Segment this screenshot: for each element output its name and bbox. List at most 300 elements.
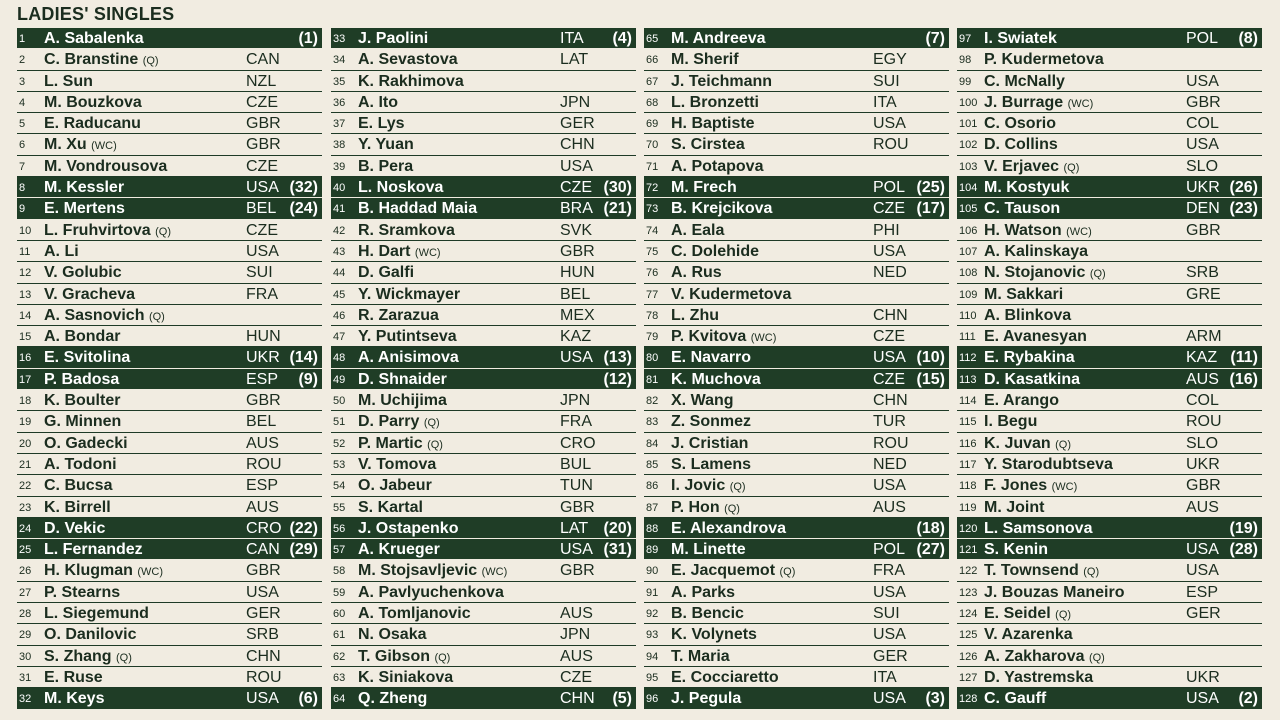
player-row [957, 134, 1262, 155]
country-code: AUS [560, 647, 593, 665]
player-name: A. Anisimova [358, 349, 459, 367]
player-name-cell [44, 285, 135, 304]
player-name: V. Erjavec [984, 157, 1060, 175]
player-name: H. Klugman [44, 562, 133, 580]
player-row [331, 390, 636, 411]
draw-position: 11 [19, 245, 31, 258]
country-code: GRE [1186, 285, 1221, 303]
seed-number: (2) [1238, 690, 1258, 708]
draw-position: 13 [19, 288, 32, 301]
draw-position: 51 [333, 416, 346, 429]
draw-position: 79 [646, 331, 659, 344]
draw-position: 32 [19, 693, 32, 706]
player-name-cell [671, 72, 772, 91]
player-name-cell [671, 583, 735, 602]
country-code: KAZ [1186, 349, 1218, 367]
player-row [644, 177, 949, 198]
country-code: ROU [873, 136, 909, 154]
country-code: FRA [246, 285, 278, 303]
player-name: M. Kessler [44, 179, 125, 197]
player-name-cell [44, 604, 149, 623]
player-name-cell [358, 93, 398, 112]
player-name-cell [358, 348, 459, 367]
draw-position: 103 [959, 160, 978, 173]
country-code: DEN [1186, 200, 1220, 218]
player-name-cell [671, 242, 759, 261]
player-name: Y. Starodubtseva [984, 455, 1113, 473]
draw-position: 37 [333, 118, 346, 131]
player-name-cell [358, 561, 507, 582]
player-row [644, 560, 949, 581]
draw-position: 41 [333, 203, 346, 216]
player-row [331, 582, 636, 603]
draw-position: 20 [19, 437, 32, 450]
player-name: P. Badosa [44, 370, 120, 388]
player-row [957, 667, 1262, 688]
draw-position: 50 [333, 395, 346, 408]
player-name: A. Ito [358, 93, 398, 111]
seed-number: (32) [289, 179, 318, 197]
seed-number: (22) [289, 519, 318, 537]
player-row [331, 667, 636, 688]
country-code: AUS [560, 605, 593, 623]
draw-position: 87 [646, 501, 659, 514]
country-code: ESP [1186, 583, 1219, 601]
country-code: AUS [246, 498, 279, 516]
entry-tag: (Q) [1063, 161, 1080, 174]
player-name-cell [671, 306, 719, 325]
country-code: CHN [246, 647, 281, 665]
entry-tag: (Q) [1055, 438, 1072, 451]
player-name: M. Andreeva [671, 30, 766, 47]
seed-number: (24) [289, 200, 318, 218]
player-row [17, 433, 322, 454]
country-code: ITA [560, 30, 584, 47]
player-name: T. Maria [671, 647, 730, 665]
player-row [644, 198, 949, 219]
seed-number: (28) [1229, 541, 1258, 559]
draw-position: 42 [333, 224, 346, 237]
draw-column-2 [331, 28, 636, 710]
draw-position: 22 [19, 480, 32, 493]
player-name-cell [44, 391, 120, 410]
player-row [957, 326, 1262, 347]
player-row [957, 646, 1262, 667]
country-code: ROU [1186, 413, 1222, 431]
player-name-cell [358, 583, 504, 602]
player-name: D. Vekic [44, 519, 106, 537]
player-name-cell [44, 625, 136, 644]
player-name-cell [671, 391, 734, 410]
country-code: GBR [560, 498, 595, 516]
draw-column-4 [957, 28, 1262, 710]
country-code: CHN [873, 306, 908, 324]
country-code: GER [560, 115, 595, 133]
player-row [957, 497, 1262, 518]
player-row [957, 241, 1262, 262]
entry-tag: (WC) [1066, 225, 1092, 238]
country-code: GBR [246, 115, 281, 133]
country-code: USA [560, 157, 593, 175]
player-row [17, 326, 322, 347]
player-name: F. Jones [984, 477, 1048, 495]
player-name-cell [671, 114, 755, 133]
player-name-cell [358, 50, 458, 69]
player-row [644, 539, 949, 560]
draw-position: 18 [19, 395, 32, 408]
player-name-cell [671, 604, 744, 623]
player-row [644, 518, 949, 539]
player-name-cell [671, 412, 751, 431]
draw-position: 59 [333, 586, 346, 599]
player-name-cell [358, 625, 426, 644]
country-code: USA [873, 583, 906, 601]
seed-number: (31) [603, 541, 632, 559]
player-name-cell [984, 50, 1104, 69]
player-name: E. Cocciaretto [671, 668, 779, 686]
player-row [644, 624, 949, 645]
player-name-cell [44, 178, 124, 197]
player-row [17, 113, 322, 134]
draw-position: 56 [333, 522, 346, 535]
player-name: S. Kartal [358, 498, 423, 516]
country-code: LAT [560, 51, 589, 69]
draw-position: 71 [646, 160, 659, 173]
draw-position: 19 [19, 416, 32, 429]
draw-position: 62 [333, 650, 346, 663]
draw-column-1 [17, 28, 322, 710]
draw-position: 112 [959, 352, 977, 365]
draw-position: 28 [19, 608, 32, 621]
player-row [17, 177, 322, 198]
player-name-cell [984, 434, 1071, 455]
player-name: P. Kvitova [671, 328, 747, 346]
country-code: GBR [560, 242, 595, 260]
player-row [331, 369, 636, 390]
entry-tag: (WC) [1051, 481, 1078, 494]
player-row [331, 454, 636, 475]
player-name-cell [358, 412, 440, 433]
player-name: H. Watson [984, 221, 1062, 239]
player-name-cell [358, 135, 414, 154]
player-name: K. Juvan [984, 434, 1051, 452]
country-code: CZE [560, 179, 592, 197]
country-code: COL [1186, 392, 1219, 410]
player-name: E. Alexandrova [671, 519, 787, 537]
player-name: D. Collins [984, 136, 1058, 154]
player-row [957, 156, 1262, 177]
player-row [957, 49, 1262, 70]
player-name: E. Avanesyan [984, 328, 1087, 346]
player-name: V. Azarenka [984, 626, 1073, 644]
country-code: USA [1186, 72, 1219, 90]
player-name: A. Li [44, 242, 79, 260]
country-code: ITA [873, 668, 897, 686]
player-name: Y. Wickmayer [358, 285, 461, 303]
draw-position: 5 [19, 118, 26, 131]
player-name-cell [358, 114, 405, 133]
country-code: ROU [873, 434, 909, 452]
player-row [957, 433, 1262, 454]
player-name-cell [984, 540, 1048, 559]
draw-position: 124 [959, 608, 978, 621]
player-name-cell [671, 178, 737, 197]
player-row [644, 113, 949, 134]
player-name: M. Stojsavljevic [358, 562, 478, 580]
country-code: ITA [873, 93, 897, 111]
player-name: D. Galfi [358, 264, 415, 282]
draw-position: 113 [959, 373, 977, 386]
player-name: V. Tomova [358, 455, 437, 473]
player-name-cell [358, 157, 413, 176]
player-name-cell [984, 348, 1075, 367]
player-name-cell [358, 72, 464, 91]
draw-position: 55 [333, 501, 346, 514]
draw-position: 108 [959, 267, 978, 280]
player-row [17, 497, 322, 518]
player-row [17, 624, 322, 645]
draw-position: 117 [959, 458, 977, 471]
seed-number: (8) [1238, 30, 1258, 47]
player-name-cell [358, 604, 471, 623]
country-code: NED [873, 264, 907, 282]
player-name: K. Boulter [44, 392, 121, 410]
country-code: POL [1186, 30, 1219, 47]
draw-position: 58 [333, 565, 346, 578]
player-name-cell [44, 519, 105, 538]
player-name-cell [671, 476, 746, 497]
player-name: T. Gibson [358, 647, 430, 665]
country-code: CAN [246, 51, 280, 69]
player-name-cell [44, 668, 103, 687]
draw-position: 9 [19, 203, 26, 216]
player-row [644, 369, 949, 390]
country-code: BEL [246, 413, 277, 431]
player-row [331, 220, 636, 241]
country-code: CZE [246, 93, 278, 111]
entry-tag: (Q) [729, 481, 746, 494]
player-name: K. Muchova [671, 370, 761, 388]
player-name-cell [984, 604, 1071, 625]
player-row [644, 28, 949, 49]
country-code: LAT [560, 519, 589, 537]
player-row [957, 220, 1262, 241]
player-name-cell [671, 50, 739, 69]
draw-position: 40 [333, 182, 346, 195]
player-row [957, 198, 1262, 219]
country-code: GBR [1186, 93, 1221, 111]
player-name-cell [358, 689, 427, 708]
country-code: AUS [246, 434, 279, 452]
draw-position: 47 [333, 331, 346, 344]
draw-position: 89 [646, 544, 659, 557]
player-name-cell [984, 242, 1088, 261]
country-code: USA [873, 115, 906, 133]
draw-position: 64 [333, 693, 346, 706]
country-code: BRA [560, 200, 593, 218]
seed-number: (20) [603, 519, 632, 537]
player-name-cell [358, 327, 457, 346]
player-name-cell [671, 370, 761, 389]
country-code: USA [873, 349, 906, 367]
player-row [17, 539, 322, 560]
player-row [331, 560, 636, 581]
player-row [957, 539, 1262, 560]
player-row [957, 113, 1262, 134]
player-name-cell [671, 348, 751, 367]
country-code: SRB [246, 626, 279, 644]
draw-position: 21 [19, 458, 32, 471]
entry-tag: (Q) [779, 566, 796, 579]
player-row [331, 603, 636, 624]
player-name: S. Cirstea [671, 136, 745, 154]
player-name: S. Lamens [671, 455, 752, 473]
player-name: C. Tauson [984, 200, 1061, 218]
draw-position: 97 [959, 33, 972, 45]
player-row [957, 411, 1262, 432]
draw-position: 15 [19, 331, 32, 344]
player-row [331, 134, 636, 155]
player-name: M. Xu [44, 136, 87, 154]
entry-tag: (WC) [1067, 97, 1094, 110]
player-row [17, 518, 322, 539]
player-name: D. Parry [358, 413, 420, 431]
player-row [957, 262, 1262, 283]
player-row [17, 28, 322, 49]
country-code: EGY [873, 51, 907, 69]
player-row [957, 92, 1262, 113]
player-row [331, 326, 636, 347]
draw-position: 63 [333, 671, 346, 684]
player-name: M. Vondrousova [44, 157, 168, 175]
player-row [331, 411, 636, 432]
player-name: C. Gauff [984, 690, 1047, 708]
player-row [957, 347, 1262, 368]
player-name-cell [984, 221, 1092, 242]
draw-position: 105 [959, 203, 978, 216]
player-name-cell [671, 157, 763, 176]
country-code: CZE [560, 668, 592, 686]
player-name-cell [44, 498, 111, 517]
player-name-cell [671, 135, 745, 154]
player-name-cell [671, 519, 786, 538]
player-name-cell [44, 348, 130, 367]
player-row [17, 390, 322, 411]
player-row [331, 497, 636, 518]
seed-number: (19) [1229, 519, 1258, 537]
country-code: GBR [246, 562, 281, 580]
player-name-cell [358, 519, 458, 538]
draw-position: 8 [19, 182, 26, 195]
player-name-cell [671, 625, 757, 644]
seed-number: (25) [916, 179, 945, 197]
player-row [17, 582, 322, 603]
player-name-cell [984, 306, 1071, 325]
country-code: USA [246, 583, 279, 601]
entry-tag: (Q) [1088, 651, 1105, 664]
draw-position: 17 [19, 373, 32, 386]
seed-number: (13) [603, 349, 632, 367]
entry-tag: (Q) [116, 651, 132, 664]
player-name: J. Ostapenko [358, 519, 459, 537]
player-name: L. Noskova [358, 179, 444, 197]
player-row [644, 347, 949, 368]
country-code: CHN [560, 690, 595, 708]
player-name-cell [671, 285, 791, 304]
player-name: E. Ruse [44, 668, 103, 686]
country-code: FRA [873, 562, 905, 580]
player-name: S. Kenin [984, 541, 1049, 559]
player-name: K. Birrell [44, 498, 111, 516]
player-row [17, 284, 322, 305]
entry-tag: (Q) [1083, 566, 1100, 579]
player-name-cell [984, 412, 1037, 431]
draw-position: 48 [333, 352, 346, 365]
country-code: GBR [560, 562, 595, 580]
draw-position: 35 [333, 75, 346, 88]
player-name-cell [984, 647, 1105, 668]
draw-position: 106 [959, 224, 978, 237]
seed-number: (12) [603, 370, 632, 388]
entry-tag: (WC) [414, 246, 441, 259]
player-name-cell [358, 455, 436, 474]
draw-position: 120 [959, 522, 978, 535]
player-name: E. Arango [984, 392, 1059, 410]
player-name: T. Townsend [984, 562, 1079, 580]
country-code: CZE [873, 200, 905, 218]
player-name-cell [358, 540, 440, 559]
draw-position: 110 [959, 309, 977, 322]
country-code: SRB [1186, 264, 1219, 282]
draw-position: 128 [959, 693, 978, 706]
player-row [331, 646, 636, 667]
player-name: X. Wang [671, 392, 734, 410]
player-name: A. Todoni [44, 455, 117, 473]
player-name-cell [984, 476, 1077, 497]
country-code: CZE [873, 328, 905, 346]
player-name: Q. Zheng [358, 690, 428, 708]
country-code: ARM [1186, 328, 1222, 346]
player-name: M. Frech [671, 179, 737, 197]
player-row [644, 284, 949, 305]
player-row [644, 688, 949, 709]
player-name-cell [358, 434, 443, 455]
player-row [17, 262, 322, 283]
draw-position: 14 [19, 309, 32, 322]
player-name-cell [984, 498, 1044, 517]
entry-tag: (Q) [1089, 268, 1106, 281]
player-name: N. Osaka [358, 626, 427, 644]
draw-position: 83 [646, 416, 659, 429]
draw-position: 111 [959, 331, 976, 344]
seed-number: (30) [603, 179, 632, 197]
draw-position: 69 [646, 118, 659, 131]
entry-tag: (WC) [750, 332, 777, 345]
seed-number: (3) [925, 690, 945, 708]
player-row [644, 220, 949, 241]
player-name: D. Kasatkina [984, 370, 1081, 388]
player-name: C. Bucsa [44, 477, 113, 495]
country-code: UKR [1186, 179, 1220, 197]
player-name-cell [984, 93, 1093, 114]
draw-position: 114 [959, 395, 977, 408]
player-name-cell [984, 625, 1073, 644]
player-row [644, 603, 949, 624]
country-code: CZE [246, 157, 278, 175]
player-name: E. Jacquemot [671, 562, 776, 580]
player-row [331, 475, 636, 496]
draw-position: 26 [19, 565, 32, 578]
